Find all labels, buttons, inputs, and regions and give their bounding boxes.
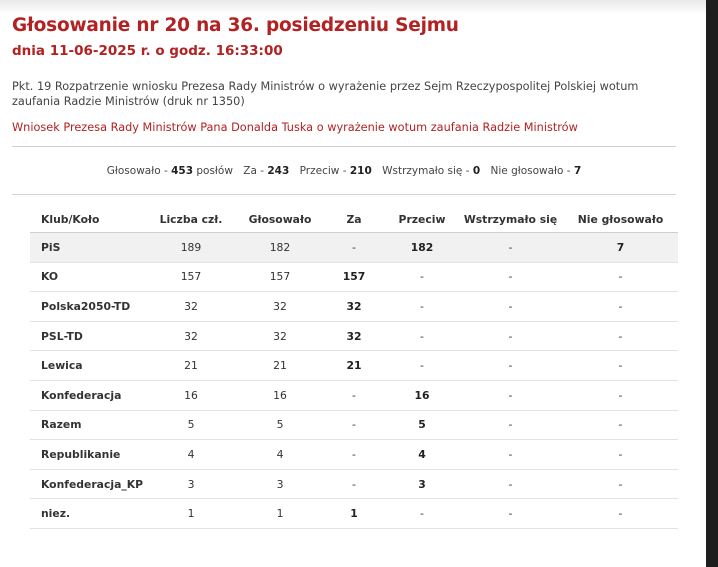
- cell-not-voted: -: [563, 440, 678, 470]
- cell-abstain: -: [458, 321, 563, 351]
- cell-against: 3: [386, 469, 458, 499]
- club-link[interactable]: KO: [30, 262, 144, 292]
- cell-for: -: [322, 380, 386, 410]
- cell-against: 16: [386, 380, 458, 410]
- page-title: Głosowanie nr 20 na 36. posiedzeniu Sejmu: [12, 15, 459, 36]
- cell-members: 4: [144, 440, 238, 470]
- cell-not-voted: -: [563, 410, 678, 440]
- cell-not-voted: -: [563, 351, 678, 381]
- results-table: [30, 206, 678, 529]
- cell-voted: 5: [238, 410, 322, 440]
- top-band: [0, 0, 706, 14]
- club-link[interactable]: PiS: [30, 233, 144, 263]
- cell-not-voted: -: [563, 469, 678, 499]
- cell-voted: 16: [238, 380, 322, 410]
- window-edge: [706, 0, 718, 567]
- cell-for: -: [322, 410, 386, 440]
- cell-for: 32: [322, 321, 386, 351]
- cell-not-voted: -: [563, 292, 678, 322]
- table-row: [30, 380, 678, 410]
- cell-for: 32: [322, 292, 386, 322]
- cell-not-voted: -: [563, 262, 678, 292]
- table-row: [30, 351, 678, 381]
- cell-voted: 21: [238, 351, 322, 381]
- cell-for: 157: [322, 262, 386, 292]
- cell-for: 21: [322, 351, 386, 381]
- divider: [12, 146, 676, 147]
- cell-members: 32: [144, 292, 238, 322]
- cell-for: 1: [322, 499, 386, 529]
- club-link[interactable]: Konfederacja: [30, 380, 144, 410]
- motion-text: Wniosek Prezesa Rady Ministrów Pana Donalda Tuska o wyrażenie wotum zaufania Radzie Ministrów: [12, 121, 578, 134]
- cell-against: -: [386, 292, 458, 322]
- voted-unit: posłów: [196, 165, 233, 177]
- agenda-item: Pkt. 19 Rozpatrzenie wniosku Prezesa Rady Ministrów o wyrażenie przez Sejm Rzeczypospolitej Polskiej wotum zaufania Radzie Ministrów (druk nr 1350): [12, 80, 639, 108]
- header-against[interactable]: Przeciw: [386, 206, 458, 233]
- table-row: [30, 469, 678, 499]
- abstain-value: 0: [472, 165, 481, 177]
- cell-voted: 182: [238, 233, 322, 263]
- cell-against: -: [386, 262, 458, 292]
- voted-value: 453: [171, 165, 194, 177]
- cell-for: -: [322, 233, 386, 263]
- header-club[interactable]: Klub/Koło: [30, 206, 144, 233]
- table-row: [30, 292, 678, 322]
- against-value: 210: [349, 165, 372, 177]
- club-link[interactable]: Polska2050-TD: [30, 292, 144, 322]
- vote-summary: [0, 165, 688, 177]
- cell-members: 157: [144, 262, 238, 292]
- cell-abstain: -: [458, 469, 563, 499]
- header-for[interactable]: Za: [322, 206, 386, 233]
- cell-against: 5: [386, 410, 458, 440]
- cell-against: 4: [386, 440, 458, 470]
- cell-members: 32: [144, 321, 238, 351]
- vote-datetime: dnia 11-06-2025 r. o godz. 16:33:00: [12, 43, 283, 59]
- cell-abstain: -: [458, 233, 563, 263]
- cell-members: 21: [144, 351, 238, 381]
- table-row: [30, 321, 678, 351]
- club-link[interactable]: Razem: [30, 410, 144, 440]
- cell-against: -: [386, 321, 458, 351]
- table-row: [30, 440, 678, 470]
- cell-abstain: -: [458, 262, 563, 292]
- header-abstain[interactable]: Wstrzymało się: [458, 206, 563, 233]
- cell-not-voted: -: [563, 499, 678, 529]
- club-link[interactable]: PSL-TD: [30, 321, 144, 351]
- cell-abstain: -: [458, 292, 563, 322]
- table-row: [30, 499, 678, 529]
- cell-for: -: [322, 469, 386, 499]
- cell-voted: 32: [238, 321, 322, 351]
- table-header-row: [30, 206, 678, 233]
- club-link[interactable]: Lewica: [30, 351, 144, 381]
- cell-not-voted: -: [563, 380, 678, 410]
- absent-label: Nie głosowało -: [490, 165, 571, 177]
- header-not-voted[interactable]: Nie głosowało: [563, 206, 678, 233]
- for-label: Za -: [243, 165, 265, 177]
- cell-voted: 32: [238, 292, 322, 322]
- cell-voted: 157: [238, 262, 322, 292]
- cell-members: 3: [144, 469, 238, 499]
- cell-members: 189: [144, 233, 238, 263]
- cell-abstain: -: [458, 351, 563, 381]
- header-members[interactable]: Liczba czł.: [144, 206, 238, 233]
- cell-for: -: [322, 440, 386, 470]
- cell-abstain: -: [458, 380, 563, 410]
- cell-against: 182: [386, 233, 458, 263]
- club-link[interactable]: niez.: [30, 499, 144, 529]
- cell-abstain: -: [458, 499, 563, 529]
- voted-label: Głosowało -: [106, 165, 168, 177]
- abstain-label: Wstrzymało się -: [382, 165, 470, 177]
- cell-abstain: -: [458, 440, 563, 470]
- cell-voted: 4: [238, 440, 322, 470]
- cell-members: 16: [144, 380, 238, 410]
- cell-members: 1: [144, 499, 238, 529]
- for-value: 243: [267, 165, 290, 177]
- club-link[interactable]: Konfederacja_KP: [30, 469, 144, 499]
- cell-voted: 3: [238, 469, 322, 499]
- header-voted[interactable]: Głosowało: [238, 206, 322, 233]
- cell-against: -: [386, 351, 458, 381]
- cell-against: -: [386, 499, 458, 529]
- cell-members: 5: [144, 410, 238, 440]
- club-link[interactable]: Republikanie: [30, 440, 144, 470]
- against-label: Przeciw -: [299, 165, 347, 177]
- cell-not-voted: -: [563, 321, 678, 351]
- divider: [12, 194, 676, 195]
- cell-not-voted: 7: [563, 233, 678, 263]
- table-row: [30, 410, 678, 440]
- cell-abstain: -: [458, 410, 563, 440]
- table-row: [30, 262, 678, 292]
- cell-voted: 1: [238, 499, 322, 529]
- table-row: [30, 233, 678, 263]
- absent-value: 7: [573, 165, 582, 177]
